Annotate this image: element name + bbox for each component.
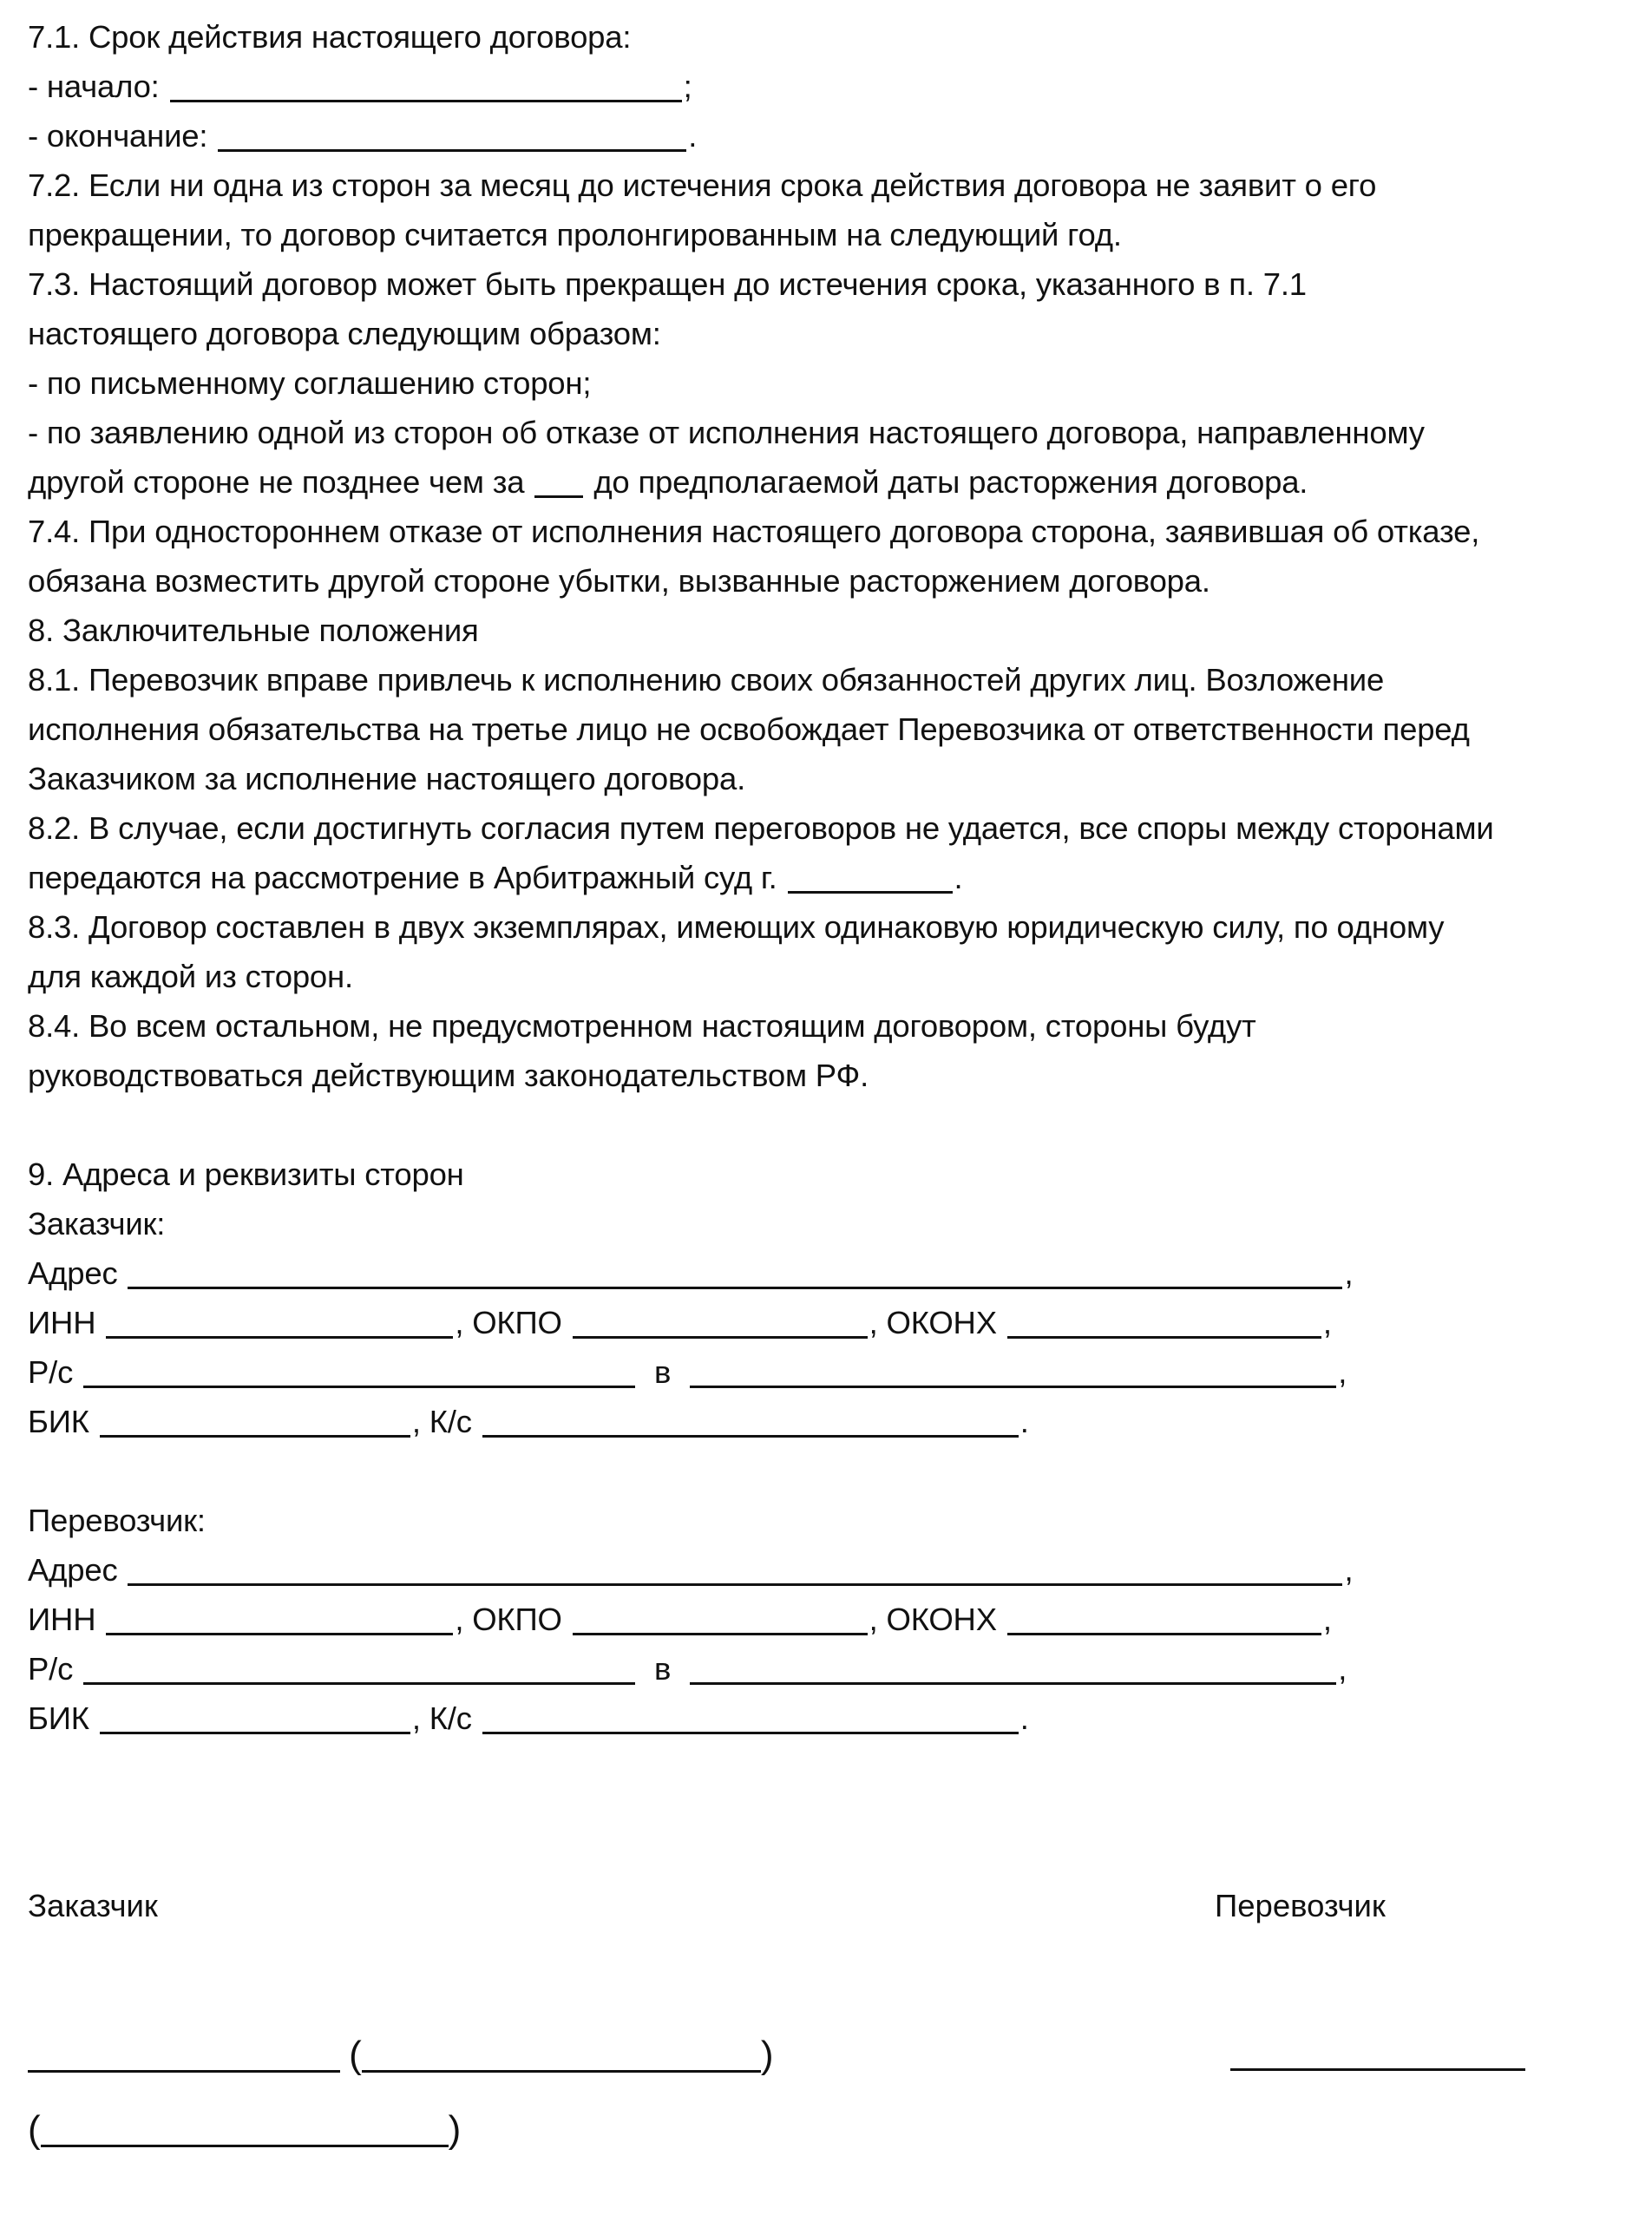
customer-inn-field[interactable] — [106, 1304, 453, 1339]
bik-label: БИК — [28, 1700, 89, 1736]
clause-7-3 — [28, 259, 1633, 309]
open-paren: ( — [28, 2108, 41, 2151]
clause-8-3 — [28, 902, 1633, 952]
customer-account-field[interactable] — [83, 1353, 635, 1388]
clause-8-2 — [28, 803, 1633, 853]
clause-text: обязана возместить другой стороне убытки, вызванные расторжением договора. — [28, 563, 1210, 599]
clause-text: до предполагаемой даты расторжения договора. — [593, 464, 1308, 500]
okonh-label: , ОКОНХ — [869, 1602, 997, 1637]
close-paren: ) — [448, 2108, 462, 2151]
ks-label: , К/с — [411, 1700, 472, 1736]
carrier-address-line — [28, 1545, 1633, 1595]
clause-7-2-cont — [28, 210, 1633, 259]
carrier-address-field[interactable] — [128, 1551, 1342, 1586]
punct: , — [1338, 1651, 1347, 1687]
customer-signature-label — [28, 1881, 158, 1930]
customer-bik-line — [28, 1397, 1633, 1446]
address-label: Адрес — [28, 1255, 118, 1291]
punct: . — [688, 118, 698, 154]
section-9-title — [28, 1150, 1633, 1199]
party-label: Заказчик — [28, 1888, 158, 1923]
clause-text: 7.2. Если ни одна из сторон за месяц до истечения срока действия договора не заявит о его — [28, 167, 1377, 203]
carrier-okpo-field[interactable] — [573, 1601, 868, 1635]
account-label: Р/с — [28, 1354, 74, 1390]
customer-codes-line — [28, 1298, 1633, 1347]
court-city-blank[interactable] — [788, 859, 953, 894]
bank-in-label: в — [654, 1651, 672, 1687]
ks-label: , К/с — [411, 1404, 472, 1439]
clause-7-3-item1 — [28, 358, 1633, 408]
clause-8-1-cont — [28, 704, 1633, 754]
term-start-line — [28, 62, 1633, 111]
inn-label: ИНН — [28, 1602, 96, 1637]
punct: , — [1344, 1552, 1354, 1588]
section-heading: 8. Заключительные положения — [28, 613, 479, 648]
section-heading: 9. Адреса и реквизиты сторон — [28, 1156, 464, 1192]
clause-8-2-cont — [28, 853, 1633, 902]
carrier-name-field[interactable] — [41, 2113, 449, 2147]
carrier-codes-line — [28, 1595, 1633, 1644]
bik-label: БИК — [28, 1404, 89, 1439]
clause-text: 8.1. Перевозчик вправе привлечь к исполнению своих обязанностей других лиц. Возложение — [28, 662, 1385, 698]
clause-7-1 — [28, 12, 1633, 62]
spacer — [28, 1100, 1633, 1150]
carrier-signature-label — [1215, 1881, 1386, 1930]
customer-signature-line — [28, 2030, 773, 2081]
clause-text: Заказчиком за исполнение настоящего договора. — [28, 761, 746, 796]
okonh-label: , ОКОНХ — [869, 1305, 997, 1340]
carrier-bik-field[interactable] — [100, 1700, 410, 1734]
customer-name-field[interactable] — [362, 2038, 761, 2073]
customer-ks-field[interactable] — [482, 1403, 1019, 1438]
carrier-signature-line — [1230, 2030, 1525, 2080]
account-label: Р/с — [28, 1651, 74, 1687]
clause-8-3-cont — [28, 952, 1633, 1001]
section-8-title — [28, 606, 1633, 655]
carrier-inn-field[interactable] — [106, 1601, 453, 1635]
open-paren: ( — [349, 2034, 362, 2076]
clause-7-2 — [28, 161, 1633, 210]
customer-address-line — [28, 1248, 1633, 1298]
punct: , — [1322, 1305, 1332, 1340]
clause-8-4 — [28, 1001, 1633, 1051]
clause-text: для каждой из сторон. — [28, 959, 353, 994]
term-end-label: - окончание: — [28, 118, 208, 154]
customer-bik-field[interactable] — [100, 1403, 410, 1438]
punct: , — [1344, 1255, 1354, 1291]
clause-text: 7.4. При одностороннем отказе от исполнения настоящего договора сторона, заявившая об отказе, — [28, 514, 1480, 549]
clause-text: 8.3. Договор составлен в двух экземплярах, имеющих одинаковую юридическую силу, по одному — [28, 909, 1445, 945]
punct: . — [954, 860, 963, 895]
customer-okpo-field[interactable] — [573, 1304, 868, 1339]
clause-text: другой стороне не позднее чем за — [28, 464, 525, 500]
customer-account-line — [28, 1347, 1633, 1397]
clause-text: 8.2. В случае, если достигнуть согласия путем переговоров не удается, все споры между сторонами — [28, 810, 1494, 846]
clause-text: - по заявлению одной из сторон об отказе от исполнения настоящего договора, направленному — [28, 415, 1425, 450]
clause-8-1 — [28, 655, 1633, 704]
clause-7-4-cont — [28, 556, 1633, 606]
punct: , — [1338, 1354, 1347, 1390]
customer-bank-field[interactable] — [690, 1353, 1336, 1388]
carrier-ks-field[interactable] — [482, 1700, 1019, 1734]
customer-address-field[interactable] — [128, 1255, 1342, 1289]
clause-text: 8.4. Во всем остальном, не предусмотренном настоящим договором, стороны будут — [28, 1008, 1256, 1044]
carrier-okonh-field[interactable] — [1007, 1601, 1321, 1635]
carrier-account-line — [28, 1644, 1633, 1694]
punct: . — [1019, 1404, 1029, 1439]
clause-text: передаются на рассмотрение в Арбитражный суд г. — [28, 860, 777, 895]
clause-text: 7.1. Срок действия настоящего договора: — [28, 19, 632, 55]
contract-document — [28, 12, 1633, 1743]
term-end-blank[interactable] — [218, 117, 686, 152]
clause-text: руководствоваться действующим законодательством РФ. — [28, 1058, 869, 1093]
clause-text: исполнения обязательства на третье лицо не освобождает Перевозчика от ответственности перед — [28, 711, 1470, 747]
carrier-bank-field[interactable] — [690, 1650, 1336, 1685]
notice-period-blank[interactable] — [534, 463, 583, 498]
clause-text: настоящего договора следующим образом: — [28, 316, 661, 351]
term-start-blank[interactable] — [170, 68, 682, 102]
clause-8-1-cont2 — [28, 754, 1633, 803]
carrier-account-field[interactable] — [83, 1650, 635, 1685]
clause-text: прекращении, то договор считается пролонгированным на следующий год. — [28, 217, 1122, 252]
party-heading: Заказчик: — [28, 1206, 166, 1242]
term-end-line — [28, 111, 1633, 161]
spacer — [28, 1446, 1633, 1496]
customer-signature-field[interactable] — [28, 2038, 340, 2073]
clause-text: 7.3. Настоящий договор может быть прекращен до истечения срока, указанного в п. 7.1 — [28, 266, 1307, 302]
okpo-label: , ОКПО — [455, 1602, 562, 1637]
punct: ; — [683, 69, 692, 104]
party-label: Перевозчик — [1215, 1888, 1386, 1923]
customer-okonh-field[interactable] — [1007, 1304, 1321, 1339]
term-start-label: - начало: — [28, 69, 160, 104]
clause-7-3-item2-cont — [28, 457, 1633, 507]
bank-in-label: в — [654, 1354, 672, 1390]
carrier-heading — [28, 1496, 1633, 1545]
address-label: Адрес — [28, 1552, 118, 1588]
okpo-label: , ОКПО — [455, 1305, 562, 1340]
clause-7-3-cont — [28, 309, 1633, 358]
carrier-signature-field[interactable] — [1230, 2036, 1525, 2071]
carrier-name-line — [28, 2105, 461, 2156]
carrier-bik-line — [28, 1694, 1633, 1743]
customer-heading — [28, 1199, 1633, 1248]
clause-text: - по письменному соглашению сторон; — [28, 365, 592, 401]
clause-7-3-item2 — [28, 408, 1633, 457]
clause-7-4 — [28, 507, 1633, 556]
party-heading: Перевозчик: — [28, 1503, 206, 1538]
punct: . — [1019, 1700, 1029, 1736]
punct: , — [1322, 1602, 1332, 1637]
inn-label: ИНН — [28, 1305, 96, 1340]
close-paren: ) — [760, 2034, 774, 2076]
clause-8-4-cont — [28, 1051, 1633, 1100]
